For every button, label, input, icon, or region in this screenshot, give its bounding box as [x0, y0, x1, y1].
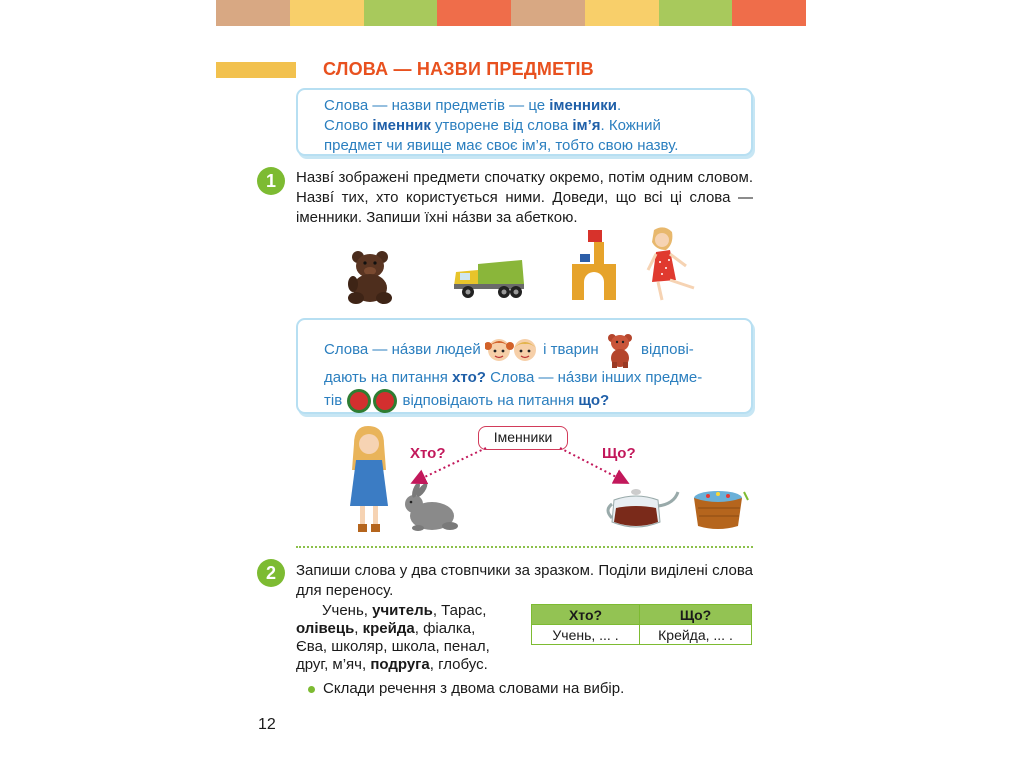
stripe-segment — [585, 0, 659, 26]
table-cell-who: Учень, ... . — [532, 625, 640, 645]
stripe-segment — [511, 0, 585, 26]
cake-icon — [688, 488, 750, 530]
girl-icon — [346, 426, 392, 534]
doll-icon — [640, 226, 704, 306]
table-cell-what: Крейда, ... . — [640, 625, 752, 645]
table-header-who: Хто? — [532, 605, 640, 625]
bullet-task: Склади речення з двома словами на вибір. — [308, 680, 624, 697]
title-accent-bar — [216, 62, 296, 78]
page-number: 12 — [258, 716, 276, 733]
table-header-what: Що? — [640, 605, 752, 625]
rule-box-questions — [296, 318, 753, 414]
top-color-stripe — [216, 0, 806, 26]
teddy-bear-icon — [344, 248, 396, 306]
who-question-label: Хто? — [410, 445, 446, 462]
table-row — [532, 625, 752, 645]
section-divider — [296, 546, 753, 548]
task-number-badge: 1 — [257, 167, 285, 195]
page-title: СЛОВА — НАЗВИ ПРЕДМЕТІВ — [323, 59, 594, 79]
task-2-text: Запиши слова у два стовпчики за зразком. Поділи виділені слова для переносу. — [296, 562, 753, 599]
arrow-to-who — [414, 448, 486, 482]
stripe-segment — [290, 0, 364, 26]
bullet-dot-icon — [308, 686, 315, 693]
stripe-segment — [732, 0, 806, 26]
rabbit-icon — [400, 484, 458, 532]
word-line-4: друг, м’яч, подруга, глобус. — [296, 656, 488, 673]
toy-truck-icon — [452, 258, 526, 300]
arrow-to-what — [560, 448, 626, 482]
task-1-text: Назвí зображені предмети спочатку окремо, потім одним словом. Назвí тих, хто користується ними. Доведи, що всі ці слова — іменники. Запиши їхні нáзви за абеткою. — [296, 169, 753, 226]
stripe-segment — [364, 0, 438, 26]
what-question-label: Що? — [602, 445, 636, 462]
stripe-segment — [659, 0, 733, 26]
diagram-arrows — [400, 440, 640, 490]
rule-line-1: Слова — назви предметів — це іменники. — [324, 97, 622, 114]
table-header-row — [532, 605, 752, 625]
rule2-line-3: тів відповідають на питання що? — [324, 388, 741, 414]
stripe-segment — [437, 0, 511, 26]
toy-bear-icon — [603, 332, 637, 368]
sample-table — [531, 604, 752, 645]
rule2-line-2: дають на питання хто? Слова — нáзви інших предме- — [324, 369, 703, 386]
stripe-segment — [216, 0, 290, 26]
toy-blocks-icon — [570, 230, 618, 302]
word-line-1: Учень, учитель, Тарас, — [322, 602, 487, 619]
watermelon-icon — [346, 388, 398, 414]
task-number-badge-2: 2 — [257, 559, 285, 587]
word-line-2: олівець, крейда, фіалка, — [296, 620, 476, 637]
word-list — [296, 602, 516, 674]
rule2-line-1: Слова — нáзви людей і тварин відпові- — [324, 332, 741, 368]
rule-line-2: Слово іменник утворене від слова ім’я. Кожний — [324, 117, 661, 134]
word-line-3: Єва, школяр, школа, пенал, — [296, 638, 490, 655]
children-faces-icon — [485, 334, 539, 366]
rule-box-nouns — [296, 88, 753, 156]
nouns-center-label: Іменники — [478, 426, 568, 450]
rule-line-3: предмет чи явище має своє ім’я, тобто свою назву. — [324, 137, 679, 154]
teapot-icon — [604, 486, 682, 532]
